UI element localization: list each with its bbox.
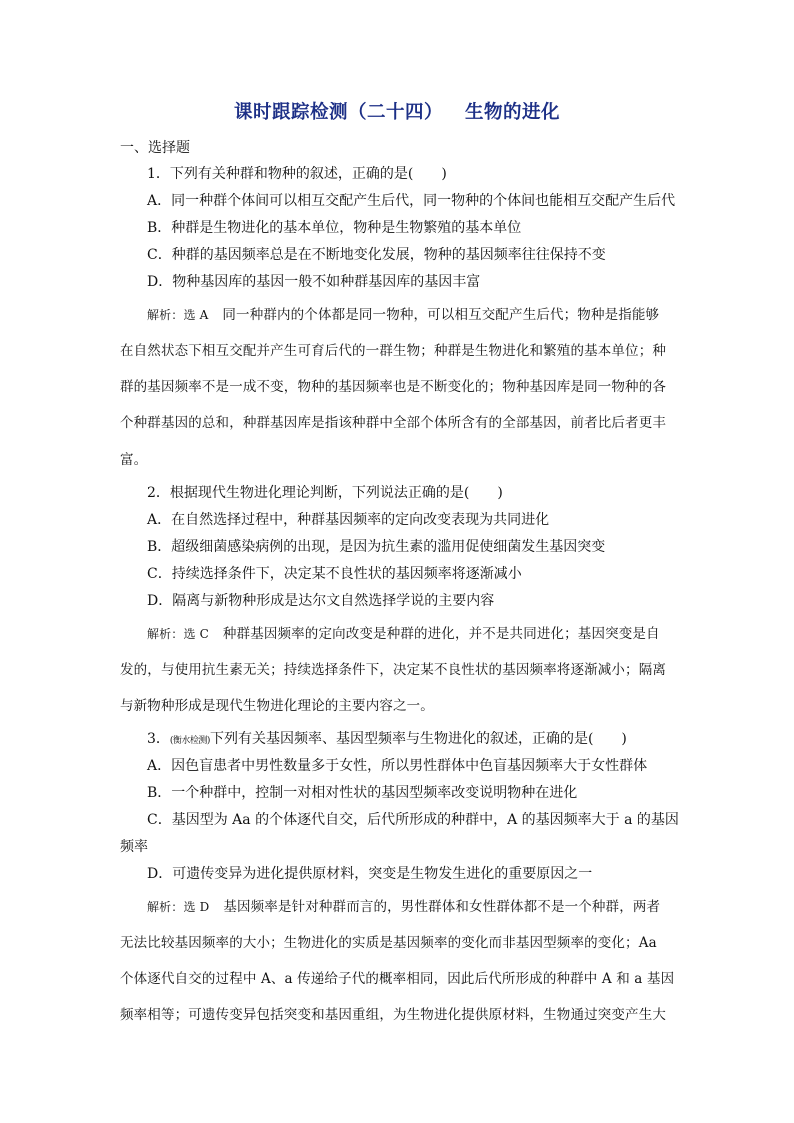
question-1-option-a: A．同一种群个体间可以相互交配产生后代，同一物种的个体间也能相互交配产生后代 [147,193,676,209]
question-2-analysis-line-1: 解析：选 C 种群基因频率的定向改变是种群的进化，并不是共同进化；基因突变是自 [147,626,660,642]
question-3-analysis-line-1: 解析：选 D 基因频率是针对种群而言的，男性群体和女性群体都不是一个种群，两者 [147,899,661,915]
question-2-option-d: D．隔离与新物种形成是达尔文自然选择学说的主要内容 [147,593,495,609]
question-2-option-c: C．持续选择条件下，决定某不良性状的基因频率将逐渐减小 [147,566,522,582]
question-1-analysis-line-5: 富。 [120,452,148,468]
question-2-analysis-line-3: 与新物种形成是现代生物进化理论的主要内容之一。 [120,698,434,714]
question-1-option-d: D．物种基因库的基因一般不如种群基因库的基因丰富 [147,274,481,290]
question-3-analysis-line-2: 无法比较基因频率的大小；生物进化的实质是基因频率的变化而非基因型频率的变化；Aa [120,935,657,951]
page-title [0,98,794,124]
question-1-stem: 1．下列有关种群和物种的叙述，正确的是( ) [147,166,447,182]
question-1-analysis-line-3: 群的基因频率不是一成不变，物种的基因频率也是不断变化的；物种基因库是同一物种的各 [120,379,666,395]
question-1-analysis-line-2: 在自然状态下相互交配并产生可育后代的一群生物；种群是生物进化和繁殖的基本单位；种 [120,343,666,359]
question-3-option-c: C．基因型为 Aa 的个体逐代自交，后代所形成的种群中，A 的基因频率大于 a 的基因 [147,812,679,828]
question-3-analysis-line-3: 个体逐代自交的过程中 A、a 传递给子代的概率相同，因此后代所形成的种群中 A 和 a 基因 [120,971,675,987]
question-1-option-b: B．种群是生物进化的基本单位，物种是生物繁殖的基本单位 [147,220,522,236]
question-3-stem: 3．(衡水检测)下列有关基因频率、基因型频率与生物进化的叙述，正确的是( ) [147,731,627,747]
question-3-option-b: B．一个种群中，控制一对相对性状的基因型频率改变说明物种在进化 [147,785,578,801]
question-3-option-a: A．因色盲患者中男性数量多于女性，所以男性群体中色盲基因频率大于女性群体 [147,758,648,774]
question-1-option-c: C．种群的基因频率总是在不断地变化发展，物种的基因频率往往保持不变 [147,247,606,263]
question-3-source-tag: (衡水检测) [169,736,210,746]
question-1-analysis-line-4: 个种群基因的总和，种群基因库是指该种群中全部个体所含有的全部基因，前者比后者更丰 [120,415,666,431]
question-2-analysis-label: 解析：选 C [147,627,209,641]
question-2-option-a: A．在自然选择过程中，种群基因频率的定向改变表现为共同进化 [147,512,550,528]
title-main: 课时跟踪检测（二十四） [233,102,443,123]
question-1-analysis-line-1: 解析：选 A 同一种群内的个体都是同一物种，可以相互交配产生后代；物种是指能够 [147,307,660,323]
section-heading: 一、选择题 [120,140,190,156]
question-2-analysis-line-2: 发的，与使用抗生素无关；持续选择条件下，决定某不良性状的基因频率将逐渐减小；隔离 [120,662,666,678]
question-2-stem: 2．根据现代生物进化理论判断，下列说法正确的是( ) [147,485,503,501]
question-1-analysis-label: 解析：选 A [147,308,209,322]
question-3-analysis-line-4: 频率相等；可遗传变异包括突变和基因重组，为生物进化提供原材料，生物通过突变产生大 [120,1007,666,1023]
question-3-option-d: D．可遗传变异为进化提供原材料，突变是生物发生进化的重要原因之一 [147,866,593,882]
title-sub: 生物的进化 [465,102,561,123]
question-3-option-c-cont: 频率 [120,839,148,855]
question-3-analysis-label: 解析：选 D [147,900,210,914]
question-2-option-b: B．超级细菌感染病例的出现，是因为抗生素的滥用促使细菌发生基因突变 [147,539,606,555]
